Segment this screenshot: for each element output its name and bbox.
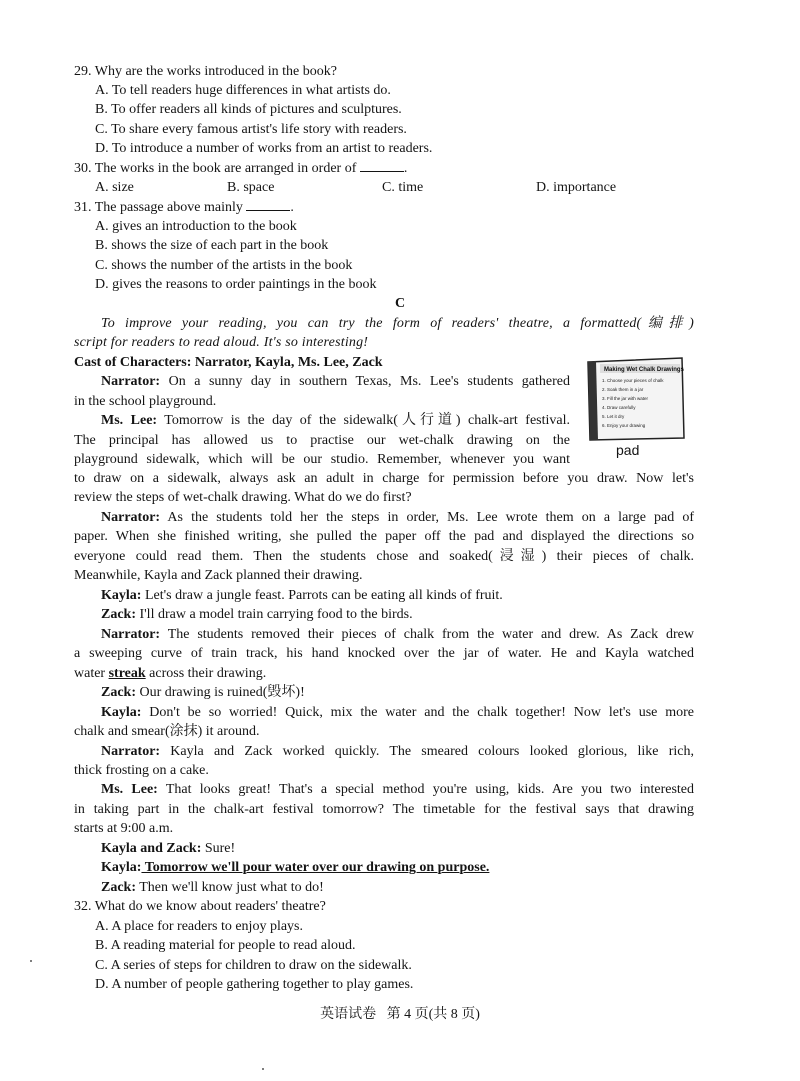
dialogue-line-3 [101,411,570,430]
dialogue-text: Sure! [201,841,236,856]
dialogue-text: I'll draw a model train carrying food to the birds. [136,607,413,622]
pad-step-3: 3. Fill the jar with water [602,396,649,401]
q30-stem-text: 30. The works in the book are arranged in order of [74,161,357,176]
cast-of-characters: Cast of Characters: Narrator, Kayla, Ms. Lee, Zack [74,355,383,370]
speaker-label: Narrator: [101,627,161,642]
dialogue-line-20 [101,742,694,761]
dialogue-line-19: chalk and smear(涂抹) it around. [74,724,260,739]
dialogue-line-18 [101,703,694,722]
dialogue-text: Don't be so worried! Quick, mix the water and the chalk together! Now let's use more [141,705,694,720]
dialogue-text: Tomorrow is the day of the sidewalk(人行道) chalk-art festival. [157,413,570,428]
dialogue-line-27 [101,878,694,897]
speaker-label: Narrator: [101,374,161,389]
dialogue-line-11: Meanwhile, Kayla and Zack planned their drawing. [74,568,363,583]
q31-option-a: A. gives an introduction to the book [95,219,297,234]
q29-option-b: B. To offer readers all kinds of pictures and sculptures. [95,102,402,117]
dialogue-line-5: playground sidewalk, which will be our studio. Remember, whenever you want [74,452,570,467]
underlined-word: streak [108,666,146,681]
question-29-stem: 29. Why are the works introduced in the book? [74,64,337,79]
dialogue-line-14 [101,625,694,644]
q30-option-d: D. importance [536,180,617,195]
dialogue-line-4: The principal has allowed us to practise our wet-chalk drawing on the [74,433,570,448]
q31-option-c: C. shows the number of the artists in the book [95,258,353,273]
question-32-stem: 32. What do we know about readers' theatre? [74,899,326,914]
speaker-label: Kayla: [101,588,142,603]
dialogue-line-16 [74,664,694,683]
q31-option-b: B. shows the size of each part in the book [95,238,329,253]
question-31-stem: 31. The passage above mainly . [74,200,294,215]
question-30-stem: 30. The works in the book are arranged in order of . [74,161,408,176]
dialogue-line-9: paper. When she finished writing, she pulled the paper off the pad and displayed the directions so [74,529,694,544]
dialogue-line-6: to draw on a sidewalk, always ask an adult in charge for permission before you draw. Now let's [74,471,694,486]
underlined-sentence: Tomorrow we'll pour water over our drawing on purpose. [141,860,490,875]
speaker-label: Kayla and Zack: [101,841,202,856]
q29-option-a: A. To tell readers huge differences in what artists do. [95,83,391,98]
scan-speck [262,1068,264,1070]
speaker-label: Zack: [101,880,136,895]
q32-option-d: D. A number of people gathering together to play games. [95,977,414,992]
dialogue-line-2: in the school playground. [74,394,217,409]
q29-option-d: D. To introduce a number of works from an artist to readers. [95,141,433,156]
q29-option-c: C. To share every famous artist's life story with readers. [95,122,407,137]
pad-title: Making Wet Chalk Drawings [604,367,684,373]
dialogue-text: Let's draw a jungle feast. Parrots can be eating all kinds of fruit. [141,588,503,603]
answer-blank [360,159,404,172]
dialogue-line-21: thick frosting on a cake. [74,763,209,778]
speaker-label: Narrator: [101,510,161,525]
page-footer: 英语试卷 第 4 页(共 8 页) [320,1007,480,1022]
dialogue-text: Then we'll know just what to do! [136,880,324,895]
dialogue-text: Our drawing is ruined(毁坏)! [136,685,305,700]
q31-stem-text: 31. The passage above mainly [74,200,243,215]
dialogue-line-1 [101,372,570,391]
dialogue-line-13 [101,605,694,624]
speaker-label: Kayla: [101,860,142,875]
q30-option-c: C. time [382,180,424,195]
pad-step-4: 4. Draw carefully [602,405,636,410]
scan-speck [30,960,32,962]
dialogue-line-12 [101,586,694,605]
speaker-label: Ms. Lee: [101,782,158,797]
dialogue-line-26 [101,858,694,877]
q32-option-b: B. A reading material for people to read aloud. [95,938,356,953]
speaker-label: Kayla: [101,705,142,720]
q32-option-a: A. A place for readers to enjoy plays. [95,919,303,934]
dialogue-text: On a sunny day in southern Texas, Ms. Lee's students gathered [160,374,570,389]
dialogue-text: As the students told her the steps in order, Ms. Lee wrote them on a large pad of [160,510,694,525]
dialogue-line-23: in taking part in the chalk-art festival tomorrow? The timetable for the festival says that drawing [74,802,694,817]
dialogue-text: water [74,666,109,681]
pad-step-1: 1. Choose your pieces of chalk [602,378,664,383]
pad-caption: pad [616,442,640,458]
dialogue-line-8 [101,508,694,527]
dialogue-line-15: a sweeping curve of train track, his hand knocked over the jar of water. He and Kayla watched [74,646,694,661]
section-c-intro-line-2: script for readers to read aloud. It's so interesting! [74,335,369,350]
dialogue-text: across their drawing. [145,666,267,681]
speaker-label: Ms. Lee: [101,413,158,428]
section-c-intro-line-1: To improve your reading, you can try the form of readers' theatre, a formatted(编排) [101,316,694,331]
pad-step-2: 2. Soak them in a jar [602,387,644,392]
speaker-label: Zack: [101,685,136,700]
section-c-heading: C [394,296,406,311]
dialogue-text: The students removed their pieces of chalk from the water and drew. As Zack drew [160,627,694,642]
dialogue-line-10: everyone could read them. Then the students chose and soaked(浸湿) their pieces of chalk. [74,549,694,564]
dialogue-line-7: review the steps of wet-chalk drawing. What do we do first? [74,490,412,505]
q30-option-a: A. size [95,180,134,195]
q30-option-b: B. space [227,180,275,195]
dialogue-line-24: starts at 9:00 a.m. [74,821,174,836]
dialogue-text: Kayla and Zack worked quickly. The smeared colours looked glorious, like rich, [160,744,694,759]
q31-option-d: D. gives the reasons to order paintings in the book [95,277,377,292]
answer-blank [246,198,290,211]
pad-step-5: 5. Let it dry [602,414,625,419]
dialogue-line-22 [101,780,694,799]
dialogue-line-25 [101,839,694,858]
speaker-label: Narrator: [101,744,161,759]
speaker-label: Zack: [101,607,136,622]
dialogue-text: That looks great! That's a special method you're using, kids. Are you two interested [157,782,695,797]
dialogue-line-17 [101,683,694,702]
q32-option-c: C. A series of steps for children to draw on the sidewalk. [95,958,412,973]
pad-step-6: 6. Enjoy your drawing [602,423,646,428]
